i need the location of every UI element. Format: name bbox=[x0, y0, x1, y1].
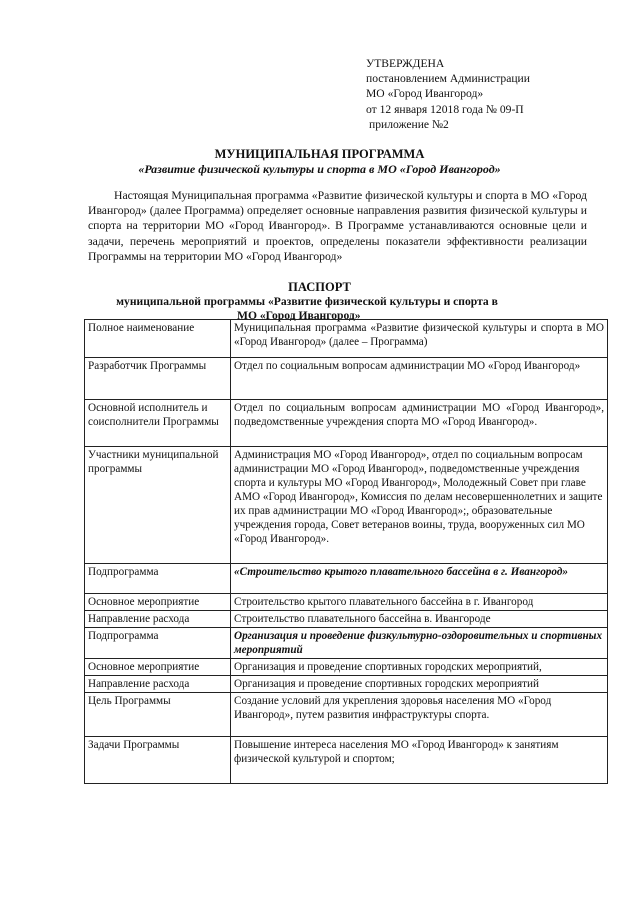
passport-subtitle-2: МО «Город Ивангород» bbox=[237, 309, 361, 322]
table-row bbox=[85, 358, 608, 400]
row-label: Полное наименование bbox=[85, 320, 231, 358]
intro-paragraph: Настоящая Муниципальная программа «Развитие физической культуры и спорта в МО «Город Ивангород» (далее Программа) определяет основные направления развития физической культуры и спорта на территории МО «Город Ивангород». В Программе устанавливаются основные цели и задачи, перечень мероприятий и проектов, определены показатели эффективности реализации Программы на территории МО «Город Ивангород» bbox=[88, 189, 587, 263]
row-label: Участники муниципальной программы bbox=[85, 447, 231, 564]
row-label: Основное мероприятие bbox=[85, 659, 231, 676]
row-label: Основное мероприятие bbox=[85, 594, 231, 611]
approval-line-decree: постановлением Администрации bbox=[366, 72, 530, 86]
row-label: Направление расхода bbox=[85, 611, 231, 628]
row-value: Строительство плавательного бассейна в. Ивангороде bbox=[231, 611, 608, 628]
row-value: Строительство крытого плавательного бассейна в г. Ивангород bbox=[231, 594, 608, 611]
passport-subtitle-1: муниципальной программы «Развитие физической культуры и спорта в bbox=[116, 295, 498, 308]
table-row bbox=[85, 564, 608, 594]
title-line-2: «Развитие физической культуры и спорта в МО «Город Ивангород» bbox=[138, 162, 501, 176]
row-value: Отдел по социальным вопросам администрации МО «Город Ивангород», подведомственные учреждения спорта МО «Город Ивангород». bbox=[231, 400, 608, 447]
approval-line-date: от 12 января 12018 года № 09-П bbox=[366, 102, 524, 116]
document-title bbox=[0, 147, 639, 177]
passport-title: ПАСПОРТ bbox=[288, 280, 351, 294]
table-row bbox=[85, 400, 608, 447]
row-value: Муниципальная программа «Развитие физической культуры и спорта в МО «Город Ивангород» (далее – Программа) bbox=[231, 320, 608, 358]
row-value: Администрация МО «Город Ивангород», отдел по социальным вопросам администрации МО «Город Ивангород», подведомственные учреждения спорта и культуры МО «Город Ивангород», Молодежный Совет при главе АМО «Город Ивангород», Комиссия по делам несовершеннолетних и защите их прав администрации МО «Город Ивангород»;, образовательные учреждения города, Совет ветеранов воины, труда, вооруженных сил МО «Город Ивангород». bbox=[231, 447, 608, 564]
row-value: «Строительство крытого плавательного бассейна в г. Ивангород» bbox=[231, 564, 608, 594]
row-value: Отдел по социальным вопросам администрации МО «Город Ивангород» bbox=[231, 358, 608, 400]
row-label: Подпрограмма bbox=[85, 628, 231, 659]
row-label: Направление расхода bbox=[85, 676, 231, 693]
row-value: Организация и проведение спортивных городских мероприятий bbox=[231, 676, 608, 693]
table-row bbox=[85, 628, 608, 659]
table-row bbox=[85, 611, 608, 628]
passport-table bbox=[84, 319, 608, 784]
row-value: Организация и проведение физкультурно-оздоровительных и спортивных мероприятий bbox=[231, 628, 608, 659]
row-label: Задачи Программы bbox=[85, 737, 231, 784]
row-label: Цель Программы bbox=[85, 693, 231, 737]
row-value: Повышение интереса населения МО «Город Ивангород» к занятиям физической культурой и спортом; bbox=[231, 737, 608, 784]
table-row bbox=[85, 320, 608, 358]
table-row bbox=[85, 676, 608, 693]
approval-line-municipality: МО «Город Ивангород» bbox=[366, 87, 484, 101]
passport-heading bbox=[0, 280, 639, 323]
title-line-1: МУНИЦИПАЛЬНАЯ ПРОГРАММА bbox=[214, 147, 425, 161]
table-row bbox=[85, 594, 608, 611]
table-row bbox=[85, 447, 608, 564]
table-row bbox=[85, 693, 608, 737]
approval-line-appendix: приложение №2 bbox=[369, 117, 449, 131]
row-label: Подпрограмма bbox=[85, 564, 231, 594]
table-row bbox=[85, 737, 608, 784]
approval-line-approved: УТВЕРЖДЕНА bbox=[366, 57, 445, 70]
row-label: Разработчик Программы bbox=[85, 358, 231, 400]
approval-stamp bbox=[366, 56, 628, 132]
row-value: Создание условий для укрепления здоровья населения МО «Город Ивангород», путем развития инфраструктуры спорта. bbox=[231, 693, 608, 737]
table-row bbox=[85, 659, 608, 676]
row-value: Организация и проведение спортивных городских мероприятий, bbox=[231, 659, 608, 676]
row-label: Основной исполнитель и соисполнители Программы bbox=[85, 400, 231, 447]
